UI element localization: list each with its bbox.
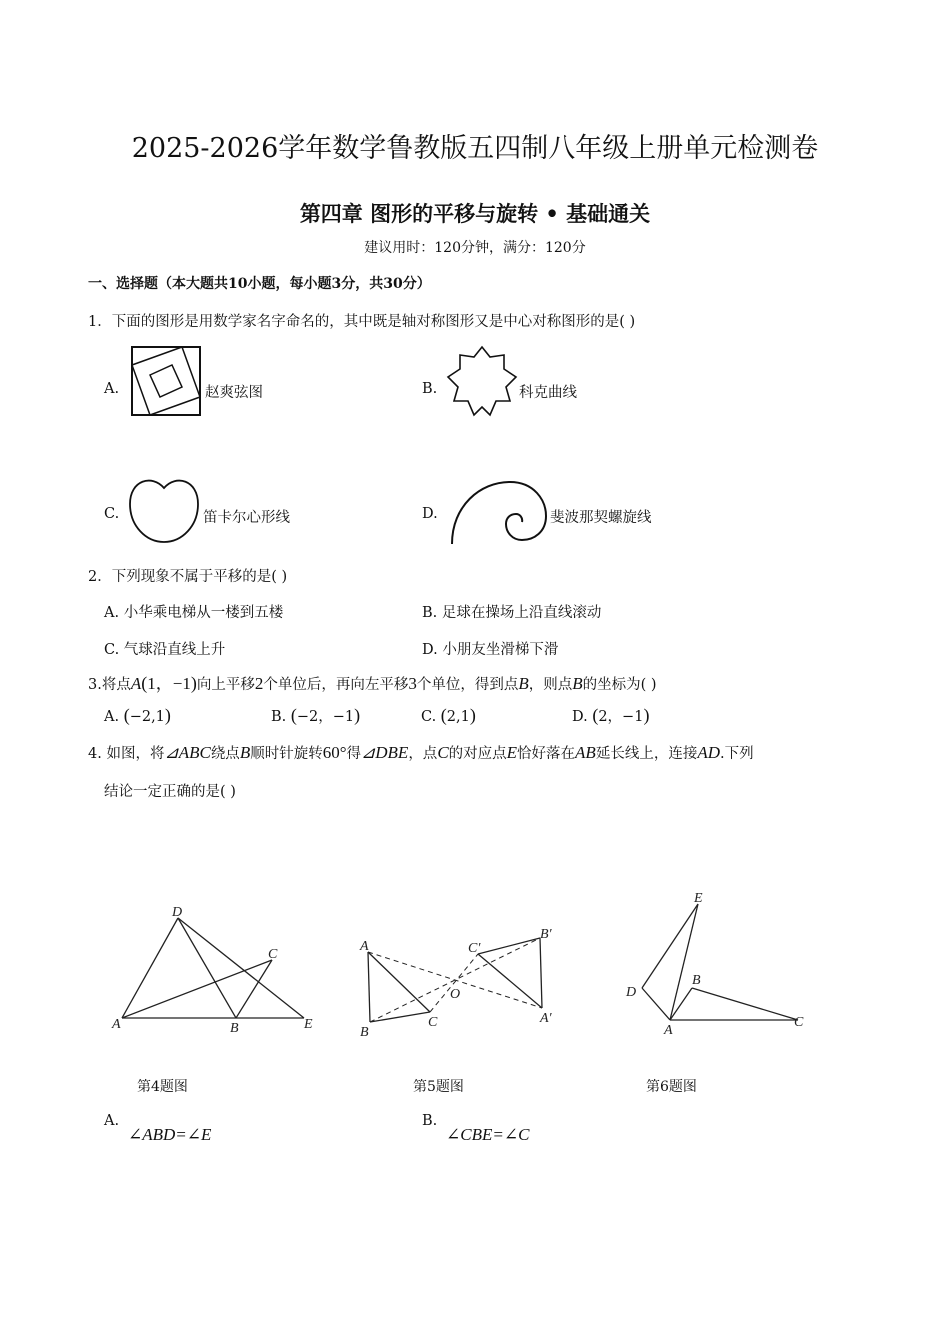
cardioid-icon [128, 474, 200, 546]
figure-6 [622, 886, 818, 1042]
fig6-label-a: A [664, 1023, 673, 1038]
q1-option-a-letter: A. [104, 381, 120, 397]
fibonacci-spiral-icon [448, 478, 548, 548]
question-2-stem: 2．下列现象不属于平移的是( ) [88, 569, 288, 585]
question-4-stem: 4. 如图，将⊿ABC绕点B顺时针旋转60°得⊿DBE，点C的对应点E恰好落在AB延长线上，连接AD.下列 [88, 743, 754, 762]
figure-4-caption: 第4题图 [137, 1079, 188, 1095]
q3-option-c: C. (2,1) [421, 705, 476, 725]
question-4-stem-line2: 结论一定正确的是( ) [104, 784, 236, 800]
q2-option-b-letter: B. [422, 605, 438, 621]
fig5-label-c-prime: C′ [468, 941, 481, 956]
q2-option-d-letter: D. [422, 642, 438, 658]
fig5-label-o: O [450, 987, 461, 1002]
q3-option-b: B. (−2，−1) [271, 705, 361, 725]
fig5-label-b-prime: B′ [540, 927, 552, 942]
fig5-label-a-prime: A′ [540, 1011, 552, 1026]
q1-option-c-letter: C. [104, 506, 120, 522]
fig5-label-b: B [360, 1025, 369, 1040]
q3-option-a: A. (−2,1) [104, 705, 171, 725]
q2-option-c-letter: C. [104, 642, 120, 658]
fig6-label-b: B [692, 973, 701, 988]
q2-option-a [104, 601, 283, 622]
fig6-label-c: C [794, 1015, 804, 1030]
q2-option-d [422, 638, 558, 659]
fig4-label-c: C [268, 947, 278, 962]
q2-option-a-text: 小华乘电梯从一楼到五楼 [123, 605, 284, 621]
fig4-label-e: E [304, 1017, 313, 1032]
fig5-label-a: A [360, 939, 369, 954]
fig5-label-c: C [428, 1015, 438, 1030]
page-title: 2025-2026学年数学鲁教版五四制八年级上册单元检测卷 [131, 133, 819, 164]
figure-4 [108, 900, 328, 1040]
q1-option-c-caption: 笛卡尔心形线 [203, 510, 290, 526]
time-score-info: 建议用时：120分钟，满分：120分 [364, 240, 586, 256]
q4-option-b-letter: B. [422, 1113, 438, 1129]
figure-5 [356, 926, 566, 1046]
q4-option-b-formula: ∠CBE=∠C [446, 1125, 530, 1144]
q4-option-a-formula: ∠ABD=∠E [128, 1125, 212, 1144]
q4-option-a-letter: A. [104, 1113, 120, 1129]
question-3-stem: 3.将点A(1，−1)向上平移2个单位后，再向左平移3个单位，得到点B，则点B的坐标为( ) [88, 673, 657, 693]
fig4-label-b: B [230, 1021, 239, 1036]
q1-option-d-letter: D. [422, 506, 438, 522]
q3-option-d: D. (2，−1) [572, 705, 650, 725]
fig6-label-e: E [694, 891, 703, 906]
q2-option-a-letter: A. [104, 605, 120, 621]
q1-option-b-letter: B. [422, 381, 438, 397]
section-heading: 一、选择题（本大题共10小题，每小题3分，共30分） [88, 276, 431, 292]
fig4-label-d: D [172, 905, 183, 920]
zhao-shuang-diagram-icon [130, 345, 202, 417]
q2-option-c-text: 气球沿直线上升 [123, 642, 226, 658]
question-1-stem: 1．下面的图形是用数学家名字命名的，其中既是轴对称图形又是中心对称图形的是( ) [88, 314, 636, 330]
q1-option-d-caption: 斐波那契螺旋线 [550, 510, 652, 526]
q2-option-d-text: 小朋友坐滑梯下滑 [442, 642, 559, 658]
q2-option-b [422, 601, 601, 622]
q1-option-a-caption: 赵爽弦图 [205, 385, 263, 401]
fig6-label-d: D [626, 985, 637, 1000]
figure-5-caption: 第5题图 [413, 1079, 464, 1095]
fig4-label-a: A [112, 1017, 121, 1032]
koch-curve-icon [446, 343, 518, 419]
figure-6-caption: 第6题图 [646, 1079, 697, 1095]
chapter-title: 第四章 图形的平移与旋转 • 基础通关 [299, 201, 651, 226]
q2-option-c [104, 638, 225, 659]
q2-option-b-text: 足球在操场上沿直线滚动 [441, 605, 602, 621]
q1-option-b-caption: 科克曲线 [519, 385, 577, 401]
